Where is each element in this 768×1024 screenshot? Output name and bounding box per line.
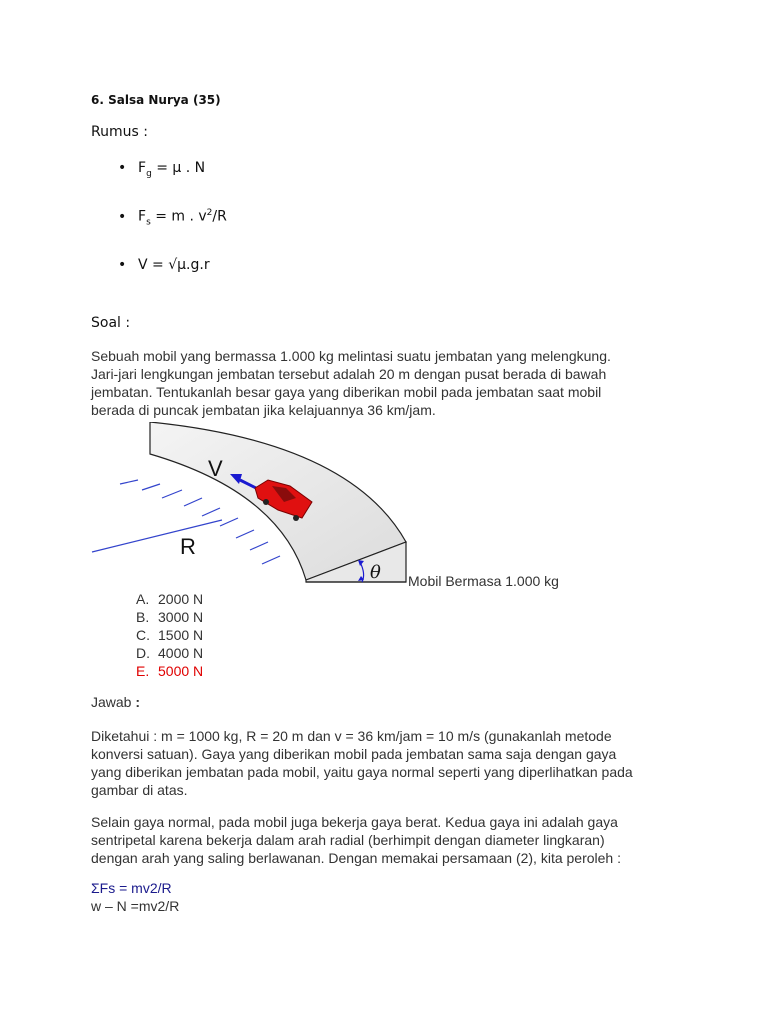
option-b	[136, 608, 203, 626]
equation-sum-forces: ΣFs = mv2/R	[91, 880, 172, 896]
option-text: 4000 N	[158, 645, 204, 661]
answer-line: konversi satuan). Gaya yang diberikan mobil pada jembatan sama saja dengan gaya	[91, 746, 617, 762]
formula-symbol: F	[138, 160, 147, 176]
answer-line: Diketahui : m = 1000 kg, R = 20 m dan v = 36 km/jam = 10 m/s (gunakanlah metode	[91, 728, 612, 744]
answer-line: gambar di atas.	[91, 782, 188, 798]
option-letter: A.	[136, 591, 150, 607]
option-a	[136, 590, 203, 608]
answer-line: sentripetal karena bekerja dalam arah radial (berhimpit dengan diameter lingkaran)	[91, 832, 605, 848]
formula-centripetal	[118, 208, 227, 227]
answer-line: yang diberikan jembatan pada mobil, yaitu gaya normal seperti yang diperlihatkan pada	[91, 764, 633, 780]
answer-paragraph-2	[91, 813, 691, 867]
bullet-icon: •	[118, 208, 127, 225]
formula-velocity	[118, 257, 210, 273]
option-letter: C.	[136, 627, 150, 643]
label-v: V	[208, 456, 223, 481]
option-text: 3000 N	[158, 609, 204, 625]
label-theta: θ	[370, 562, 381, 583]
bullet-icon: •	[118, 257, 127, 273]
formula-rest: = m . v	[150, 208, 207, 225]
jawab-label	[91, 694, 140, 710]
bullet-icon: •	[118, 160, 127, 176]
soal-line: jembatan. Tentukanlah besar gaya yang diberikan mobil pada jembatan saat mobil	[91, 384, 602, 400]
soal-line: Sebuah mobil yang bermassa 1.000 kg melintasi suatu jembatan yang melengkung.	[91, 348, 611, 364]
formula-text: V = √μ.g.r	[138, 257, 210, 273]
formula-subscript: s	[146, 217, 151, 228]
option-d	[136, 644, 203, 662]
section-heading: 6. Salsa Nurya (35)	[91, 93, 221, 107]
bridge-figure	[90, 422, 410, 587]
soal-line: berada di puncak jembatan jika kelajuannya 36 km/jam.	[91, 402, 436, 418]
option-e-correct	[136, 662, 203, 680]
option-letter: E.	[136, 663, 150, 679]
soal-paragraph	[91, 347, 691, 419]
rumus-label: Rumus :	[91, 124, 148, 140]
formula-rest: /R	[212, 208, 227, 225]
formula-superscript: 2	[206, 208, 213, 218]
answer-line: Selain gaya normal, pada mobil juga bekerja gaya berat. Kedua gaya ini adalah gaya	[91, 814, 618, 830]
formula-symbol: F	[138, 208, 147, 225]
soal-label: Soal :	[91, 315, 131, 331]
formula-rest: = μ . N	[151, 160, 206, 176]
soal-line: Jari-jari lengkungan jembatan tersebut adalah 20 m dengan pusat berada di bawah	[91, 366, 607, 382]
label-r: R	[180, 534, 196, 559]
answer-line: dengan arah yang saling berlawanan. Dengan memakai persamaan (2), kita peroleh :	[91, 850, 621, 866]
option-text: 2000 N	[158, 591, 204, 607]
jawab-text: Jawab	[91, 694, 132, 710]
option-text: 1500 N	[158, 627, 204, 643]
radius-line	[92, 520, 222, 552]
option-text: 5000 N	[158, 663, 204, 679]
answer-options	[136, 590, 203, 680]
answer-paragraph-1	[91, 727, 691, 799]
formula-subscript: g	[146, 168, 152, 179]
formula-friction	[118, 160, 205, 179]
figure-caption: Mobil Bermasa 1.000 kg	[408, 573, 559, 589]
equation-weight-normal: w – N =mv2/R	[91, 898, 180, 914]
option-c	[136, 626, 203, 644]
option-letter: D.	[136, 645, 150, 661]
jawab-colon: :	[131, 694, 141, 710]
option-letter: B.	[136, 609, 150, 625]
